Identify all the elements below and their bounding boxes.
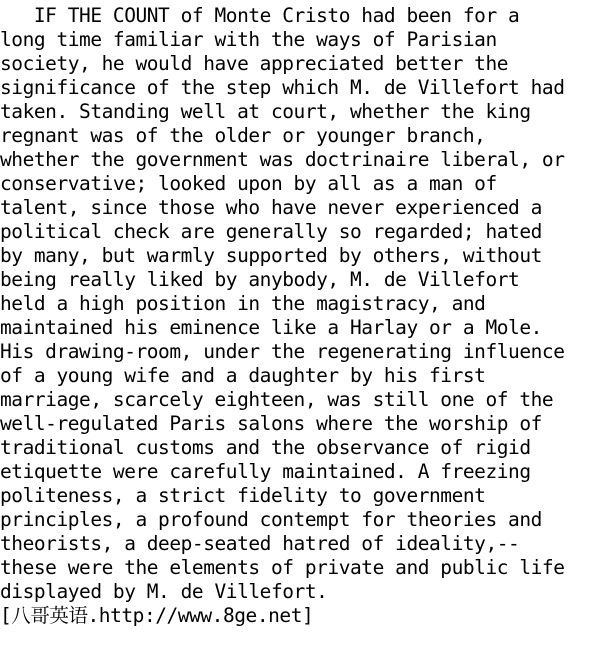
text-line: principles, a profound contempt for theories and [0,508,542,531]
source-link[interactable]: [八哥英语.http://www.8ge.net] [0,604,314,627]
text-line: maintained his eminence like a Harlay or a Mole. [0,316,542,339]
text-line: IF THE COUNT of Monte Cristo had been for a [0,4,520,27]
text-line: significance of the step which M. de Villefort had [0,76,565,99]
text-line: long time familiar with the ways of Parisian [0,28,497,51]
text-line: theorists, a deep-seated hatred of ideality,-- [0,532,520,555]
document-text [0,4,600,628]
text-line: conservative; looked upon by all as a man of [0,172,497,195]
text-line: well-regulated Paris salons where the worship of [0,412,542,435]
text-line: of a young wife and a daughter by his first [0,364,486,387]
text-line: society, he would have appreciated better the [0,52,509,75]
text-line: political check are generally so regarded; hated [0,220,542,243]
text-line: politeness, a strict fidelity to government [0,484,486,507]
text-line: traditional customs and the observance of rigid [0,436,531,459]
text-line: His drawing-room, under the regenerating influence [0,340,565,363]
text-line: taken. Standing well at court, whether the king [0,100,531,123]
text-line: regnant was of the older or younger branch, [0,124,486,147]
text-line: these were the elements of private and public life [0,556,565,579]
text-line: etiquette were carefully maintained. A freezing [0,460,531,483]
text-line: displayed by M. de Villefort. [0,580,328,603]
text-line: talent, since those who have never experienced a [0,196,542,219]
text-line: marriage, scarcely eighteen, was still one of the [0,388,554,411]
text-line: being really liked by anybody, M. de Villefort [0,268,520,291]
text-line: by many, but warmly supported by others, without [0,244,542,267]
text-line: held a high position in the magistracy, and [0,292,486,315]
text-line: whether the government was doctrinaire liberal, or [0,148,565,171]
